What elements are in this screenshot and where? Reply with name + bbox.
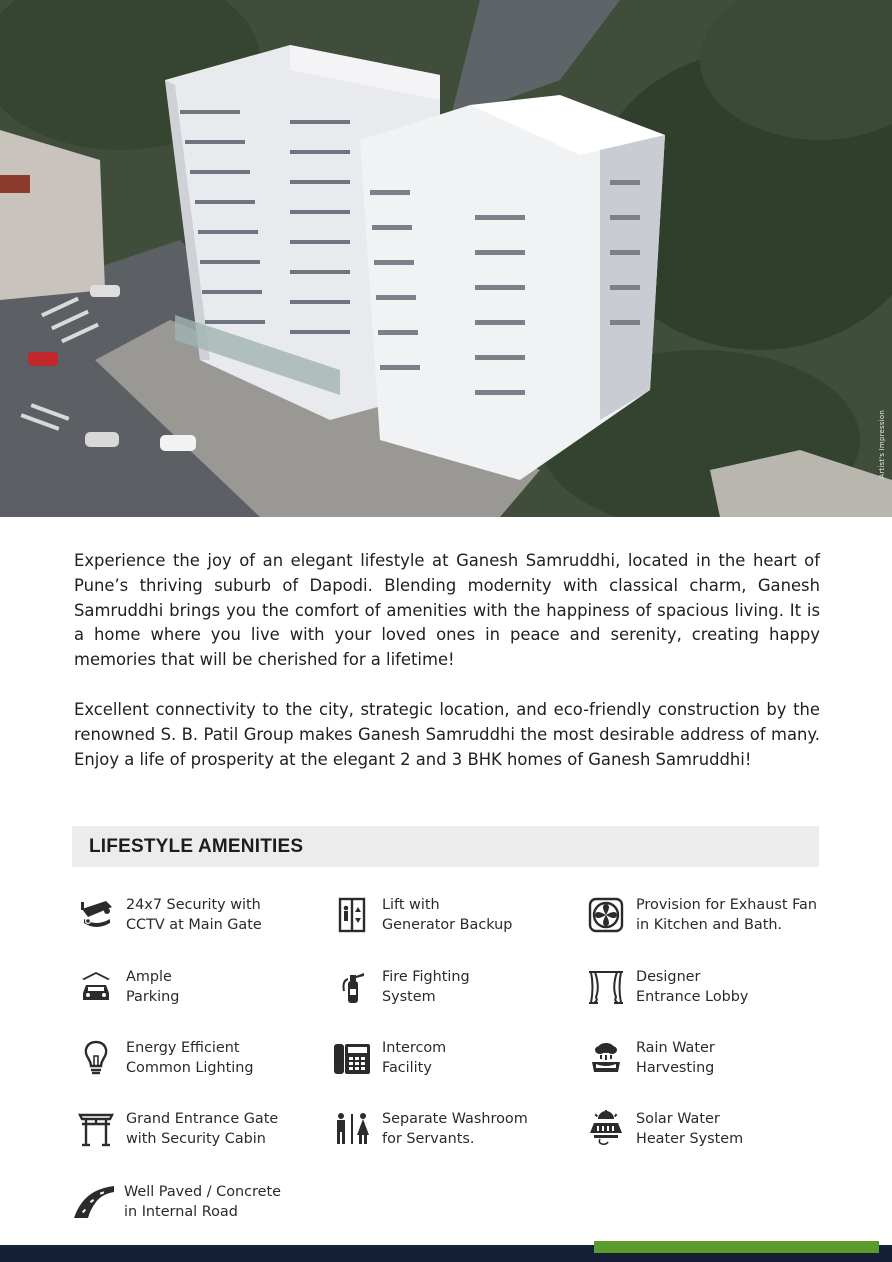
fire-extinguisher-icon bbox=[330, 965, 374, 1009]
amenity-label-line1: Intercom bbox=[382, 1040, 447, 1056]
cctv-camera-icon bbox=[74, 893, 118, 937]
amenity-servant-washroom bbox=[330, 1107, 528, 1151]
amenity-label-line2: Parking bbox=[126, 989, 180, 1005]
amenity-label-line2: Heater System bbox=[636, 1131, 744, 1147]
amenity-entrance-lobby bbox=[584, 965, 748, 1009]
intro-paragraph-2: Excellent connectivity to the city, strategic location, and eco-friendly construction by the renowned S. B. Patil Group makes Ganesh Samruddhi the most desirable address of many. Enjoy a life of prosperity at the elegant 2 and 3 BHK homes of Ganesh Samruddhi! bbox=[74, 699, 820, 769]
entrance-gate-icon bbox=[74, 1107, 118, 1151]
amenity-label-line1: Well Paved / Concrete bbox=[124, 1184, 281, 1200]
amenity-label-line2: Facility bbox=[382, 1060, 432, 1076]
light-bulb-icon bbox=[74, 1036, 118, 1080]
amenity-label-line2: for Servants. bbox=[382, 1131, 475, 1147]
amenity-label-line2: in Internal Road bbox=[124, 1204, 238, 1220]
amenity-solar-heater bbox=[584, 1107, 743, 1151]
amenity-fire-fighting bbox=[330, 965, 470, 1009]
amenity-label-line1: Provision for Exhaust Fan bbox=[636, 897, 817, 913]
amenity-exhaust-fan bbox=[584, 893, 817, 937]
amenity-label-line2: Harvesting bbox=[636, 1060, 715, 1076]
amenity-label-line2: System bbox=[382, 989, 436, 1005]
artist-impression-caption: Artist's Impression bbox=[878, 410, 886, 479]
amenity-label-line2: in Kitchen and Bath. bbox=[636, 917, 783, 933]
amenity-lift bbox=[330, 893, 512, 937]
amenity-label-line2: Entrance Lobby bbox=[636, 989, 749, 1005]
amenity-common-lighting bbox=[74, 1036, 254, 1080]
exhaust-fan-icon bbox=[584, 893, 628, 937]
amenity-label-line2: Common Lighting bbox=[126, 1060, 254, 1076]
hero-building-rendering bbox=[0, 0, 892, 517]
car-parking-icon bbox=[74, 965, 118, 1009]
amenities-heading: LIFESTYLE AMENITIES bbox=[89, 835, 304, 857]
amenity-entrance-gate bbox=[74, 1107, 278, 1151]
amenity-internal-road bbox=[72, 1180, 281, 1224]
amenities-heading-band bbox=[72, 826, 819, 867]
washroom-icon bbox=[330, 1107, 374, 1151]
amenity-label-line2: CCTV at Main Gate bbox=[126, 917, 262, 933]
intro-paragraph-1: Experience the joy of an elegant lifestyle at Ganesh Samruddhi, located in the heart of Pune’s thriving suburb of Dapodi. Blending modernity with classical charm, Ganesh Samruddhi brings you the comfort of amenities with the happiness of spacious living. It is a home where you live with your loved ones in peace and serenity, creating happy memories that will be cherished for a lifetime! bbox=[74, 551, 820, 670]
amenity-intercom bbox=[330, 1036, 446, 1080]
amenity-label-line1: Energy Efficient bbox=[126, 1040, 240, 1056]
amenity-label-line1: Separate Washroom bbox=[382, 1111, 528, 1127]
amenity-label-line1: 24x7 Security with bbox=[126, 897, 261, 913]
amenity-parking bbox=[74, 965, 179, 1009]
amenity-label-line1: Rain Water bbox=[636, 1040, 715, 1056]
lift-icon bbox=[330, 893, 374, 937]
amenity-label-line1: Lift with bbox=[382, 897, 440, 913]
amenity-label-line1: Grand Entrance Gate bbox=[126, 1111, 279, 1127]
amenity-label-line1: Designer bbox=[636, 969, 701, 985]
amenity-label-line1: Solar Water bbox=[636, 1111, 720, 1127]
amenity-label-line1: Ample bbox=[126, 969, 172, 985]
footer-green-accent bbox=[594, 1241, 879, 1253]
amenity-label-line2: Generator Backup bbox=[382, 917, 513, 933]
intercom-icon bbox=[330, 1036, 374, 1080]
road-icon bbox=[72, 1180, 116, 1224]
rain-water-icon bbox=[584, 1036, 628, 1080]
aerial-view-illustration bbox=[0, 0, 892, 517]
amenity-label-line2: with Security Cabin bbox=[126, 1131, 266, 1147]
intro-text bbox=[74, 549, 820, 772]
amenity-label-line1: Fire Fighting bbox=[382, 969, 470, 985]
curtains-icon bbox=[584, 965, 628, 1009]
amenity-rain-water bbox=[584, 1036, 715, 1080]
amenity-security-cctv bbox=[74, 893, 262, 937]
solar-heater-icon bbox=[584, 1107, 628, 1151]
